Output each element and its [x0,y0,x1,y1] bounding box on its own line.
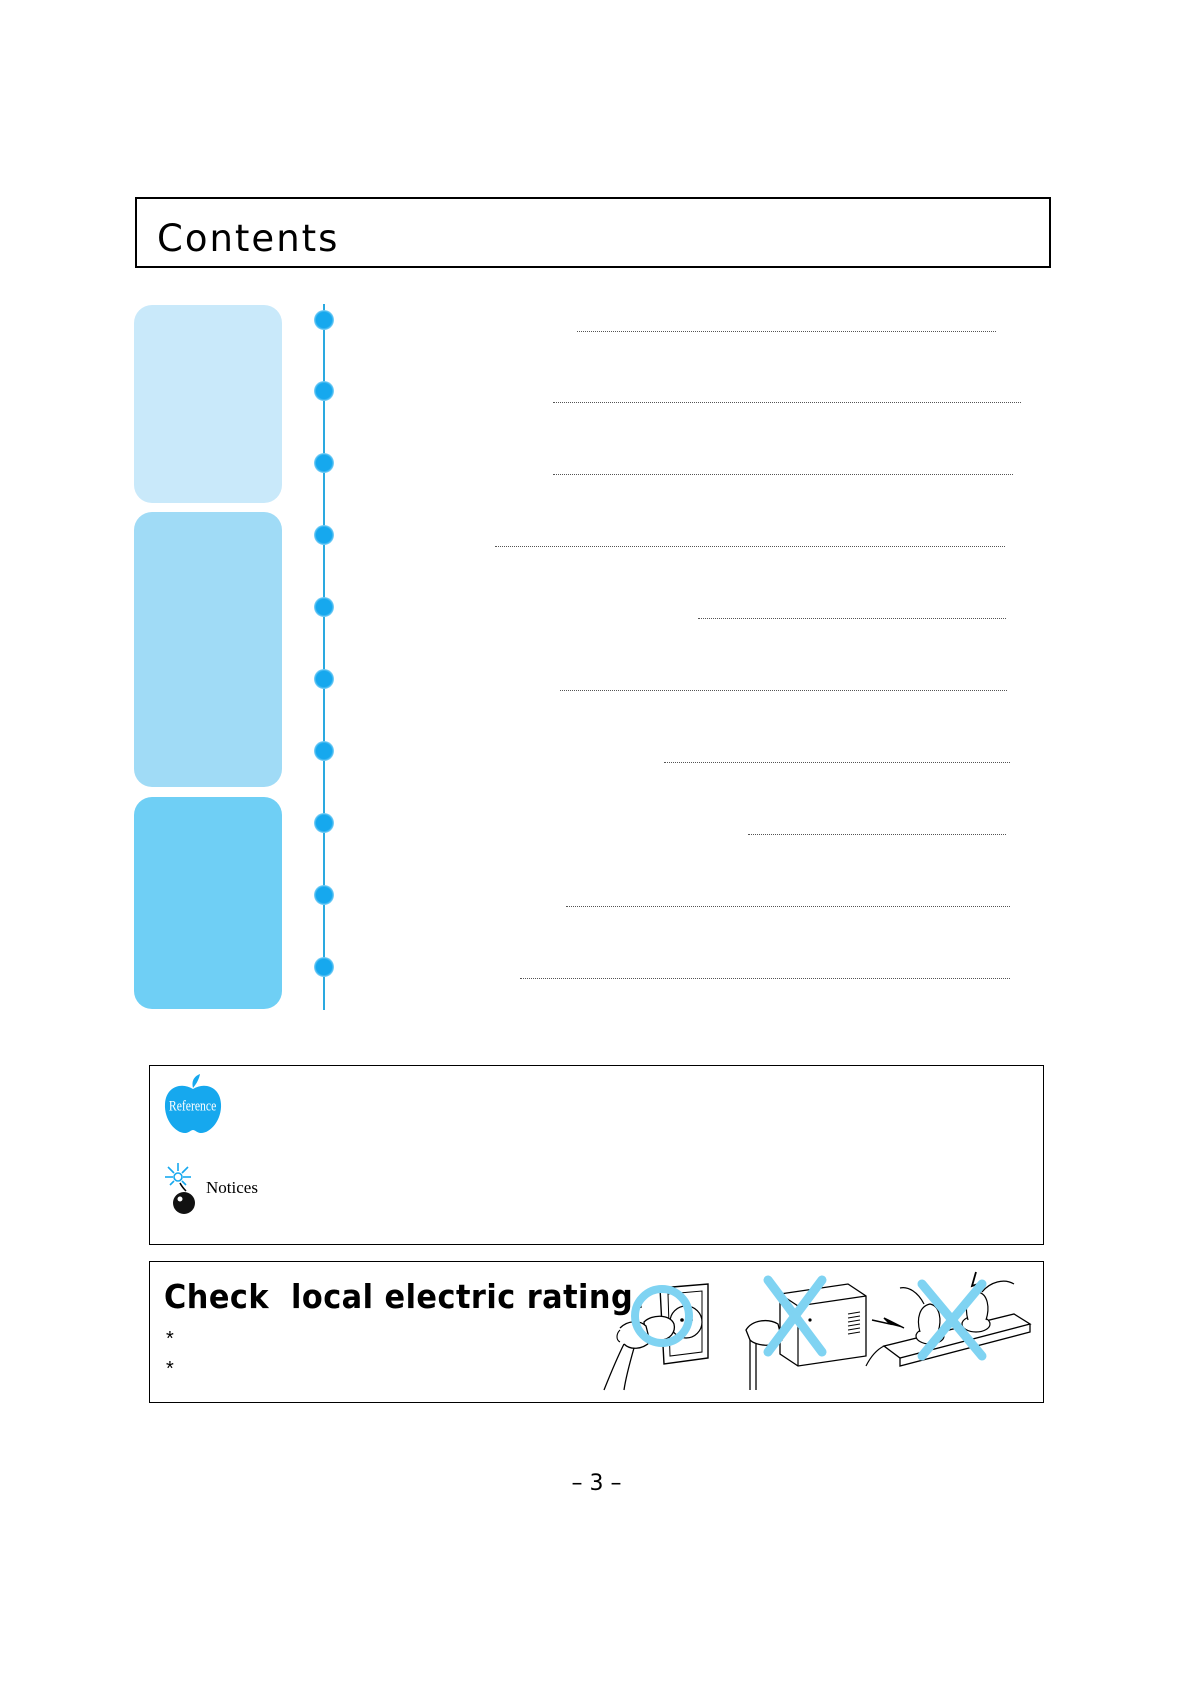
toc-leader-dots [553,402,1021,403]
section-tab-3[interactable] [134,797,282,1009]
toc-bullet-dot [314,453,334,473]
electric-rating-warning-box [149,1261,1044,1403]
toc-leader-dots [520,978,1010,979]
reference-icon-text: Reference [168,1097,217,1114]
toc-leader-dots [553,474,1013,475]
toc-leader-dots [748,834,1006,835]
toc-leader-dots [560,690,1007,691]
section-tab-1[interactable] [134,305,282,503]
contents-title-box [135,197,1051,268]
toc-leader-dots [698,618,1006,619]
toc-bullet-dot [314,669,334,689]
plug-outlet-ok-illustration [590,1270,720,1392]
bomb-notice-icon [162,1161,202,1216]
warning-title: Check local electric rating. [164,1277,646,1316]
toc-bullet-dot [314,957,334,977]
warning-bullet: * [166,1328,174,1350]
toc-bullet-dot [314,885,334,905]
section-tab-2[interactable] [134,512,282,787]
toc-bullet-dot [314,381,334,401]
legend-box [149,1065,1044,1245]
notices-label: Notices [206,1178,258,1197]
toc-bullet-dot [314,741,334,761]
toc-leader-dots [566,906,1010,907]
toc-bullet-dot [314,310,334,330]
toc-bullet-dot [314,813,334,833]
reference-apple-icon [162,1074,224,1136]
plug-transformer-prohibited-illustration [738,1270,878,1392]
toc-bullet-dot [314,597,334,617]
toc-leader-dots [664,762,1010,763]
toc-leader-dots [495,546,1005,547]
toc-leader-dots [577,331,996,332]
toc-bullet-dot [314,525,334,545]
page-title: Contents [157,217,340,260]
multi-socket-prohibited-illustration [864,1270,1036,1392]
warning-bullet: * [166,1358,174,1380]
page-number: – 3 – [571,1471,622,1496]
